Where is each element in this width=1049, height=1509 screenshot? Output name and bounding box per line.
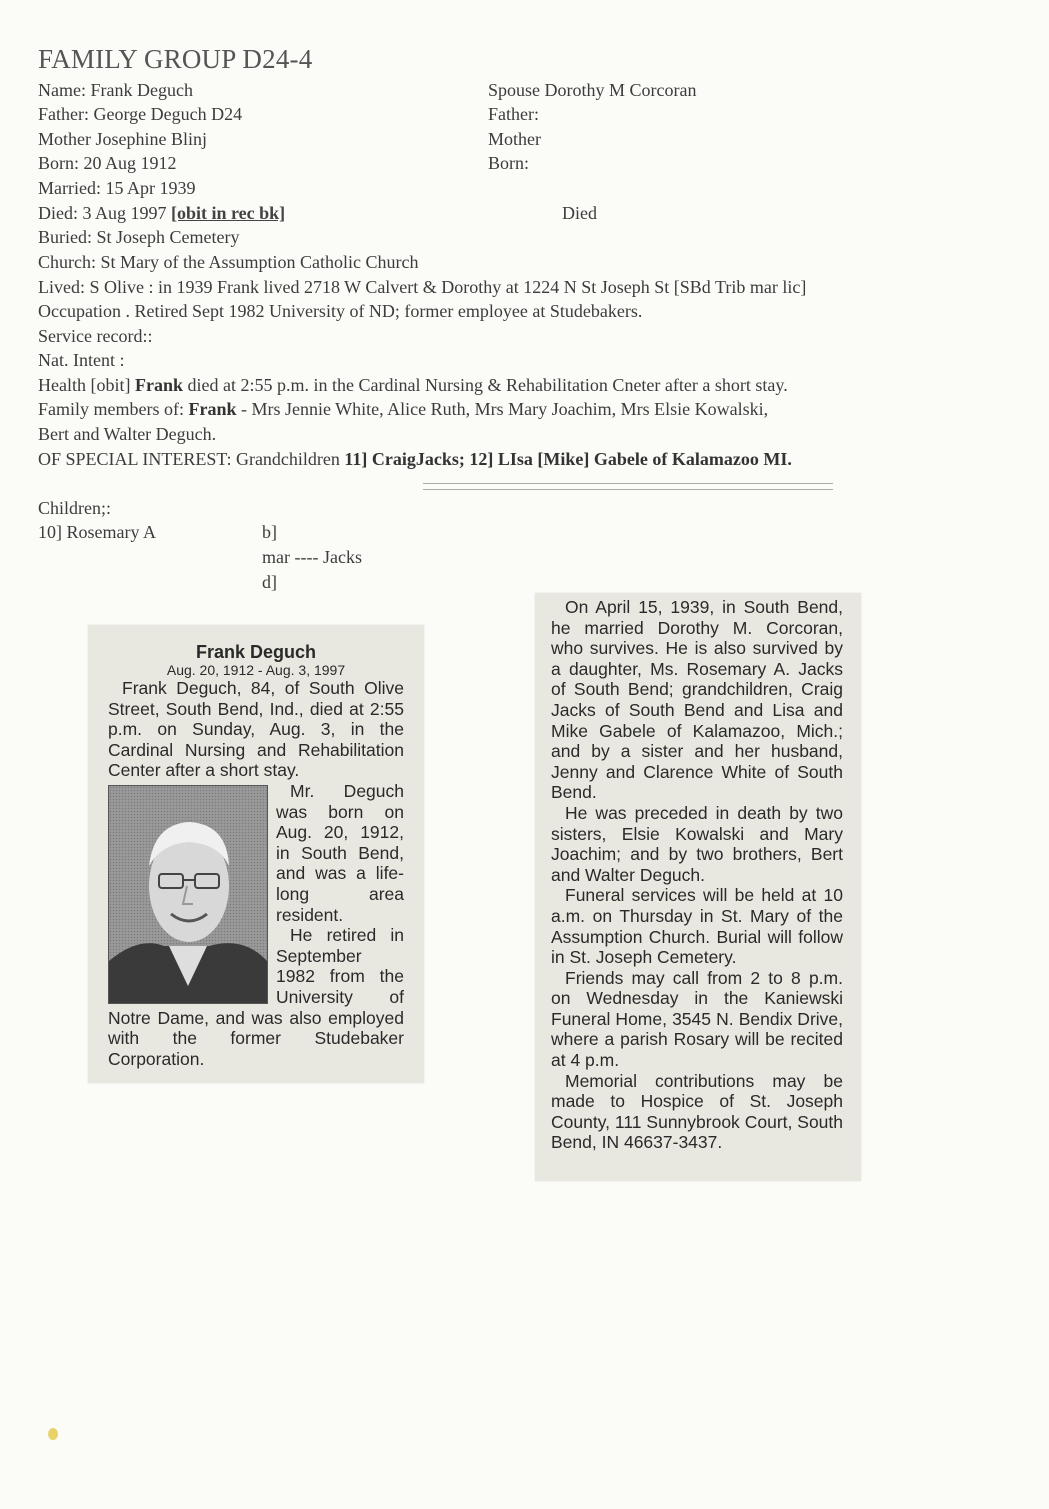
obituary-paragraph: He was preceded in death by two sisters, Elsie Kowalski and Mary Joachim; and by two brothers, Bert and Walter Deguch. [551, 802, 843, 885]
obituary-paragraph: Frank Deguch, 84, of South Olive Street, South Bend, Ind., died at 2:55 p.m. on Sunday, Aug. 3, in the Cardinal Nursing and Rehabilitation Center after a short stay. [108, 678, 404, 781]
health-label: Health [obit] [38, 375, 135, 395]
name-field: Name: Frank Deguch [38, 80, 193, 100]
page-title: FAMILY GROUP D24-4 [38, 44, 313, 74]
child-born: b] [262, 522, 277, 542]
child-name: 10] Rosemary A [38, 522, 156, 542]
obituary-paragraph: Funeral services will be held at 10 a.m. on Thursday in St. Mary of the Assumption Church. Burial will follow in St. Joseph Cemetery. [551, 885, 843, 968]
child-married: mar ---- Jacks [262, 547, 362, 567]
obituary-paragraph: Mr. Deguch was born on Aug. 20, 1912, in South Bend, and was a life-long area resident. [276, 780, 404, 925]
obituary-name: Frank Deguch [195, 642, 317, 662]
family-name: Frank [188, 399, 237, 419]
special-label: OF SPECIAL INTEREST: Grandchildren [38, 449, 345, 469]
family-field [38, 398, 768, 420]
born-field: Born: 20 Aug 1912 [38, 153, 177, 173]
spouse-died-field: Died [562, 203, 597, 223]
obit-link[interactable]: [obit in rec bk] [171, 203, 286, 223]
child-died: d] [262, 572, 277, 592]
obituary-dates: Aug. 20, 1912 - Aug. 3, 1997 [166, 662, 346, 678]
spouse-mother-field: Mother [488, 129, 541, 149]
spouse-field: Spouse Dorothy M Corcoran [488, 80, 697, 100]
health-field [38, 374, 788, 396]
portrait-photo [108, 785, 268, 1004]
died-text: Died: 3 Aug 1997 [38, 203, 171, 223]
nat-intent-field: Nat. Intent : [38, 350, 125, 370]
obituary-paragraph: Memorial contributions may be made to Hospice of St. Joseph County, 111 Sunnybrook Court, South Bend, IN 46637-3437. [551, 1070, 843, 1153]
special-text: 11] CraigJacks; 12] LIsa [Mike] Gabele of Kalamazoo MI. [344, 449, 792, 469]
mother-field: Mother Josephine Blinj [38, 129, 207, 149]
lived-field: Lived: S Olive : in 1939 Frank lived 2718 W Calvert & Dorothy at 1224 N St Joseph St [SBd Trib mar lic] [38, 277, 807, 297]
father-field: Father: George Deguch D24 [38, 104, 243, 124]
obituary-paragraph: On April 15, 1939, in South Bend, he married Dorothy M. Corcoran, who survives. He is also survived by a daughter, Ms. Rosemary A. Jacks of South Bend; grandchildren, Craig Jacks of South Bend and Lisa and Mike Gabele of Kalamazoo, Mich.; and by a sister and her husband, Jenny and Clarence White of South Bend. [551, 597, 843, 803]
died-field [38, 202, 285, 224]
children-heading: Children;: [38, 498, 111, 518]
health-text: died at 2:55 p.m. in the Cardinal Nursing & Rehabilitation Cneter after a short stay. [183, 375, 788, 395]
obituary-clipping-right [535, 593, 861, 1181]
family-label: Family members of: [38, 399, 189, 419]
special-interest-field [38, 448, 792, 470]
divider-rule [423, 483, 833, 490]
occupation-field: Occupation . Retired Sept 1982 University of ND; former employee at Studebakers. [38, 301, 643, 321]
health-name: Frank [134, 375, 183, 395]
buried-field: Buried: St Joseph Cemetery [38, 227, 240, 247]
church-field: Church: St Mary of the Assumption Catholic Church [38, 252, 419, 272]
family-field-line2: Bert and Walter Deguch. [38, 424, 217, 444]
paper-stain [48, 1428, 58, 1440]
obituary-paragraph: He retired in September 1982 from the University of Notre Dame, and was also employed with the former Studebaker Corporation. [108, 925, 404, 1069]
service-field: Service record:: [38, 326, 153, 346]
family-text: - Mrs Jennie White, Alice Ruth, Mrs Mary Joachim, Mrs Elsie Kowalski, [236, 399, 769, 419]
spouse-father-field: Father: [488, 104, 539, 124]
obituary-clipping-left [88, 625, 424, 1083]
obituary-paragraph: Friends may call from 2 to 8 p.m. on Wednesday in the Kaniewski Funeral Home, 3545 N. Bendix Drive, where a parish Rosary will be recited at 4 p.m. [551, 967, 843, 1071]
married-field: Married: 15 Apr 1939 [38, 178, 196, 198]
spouse-born-field: Born: [488, 153, 530, 173]
